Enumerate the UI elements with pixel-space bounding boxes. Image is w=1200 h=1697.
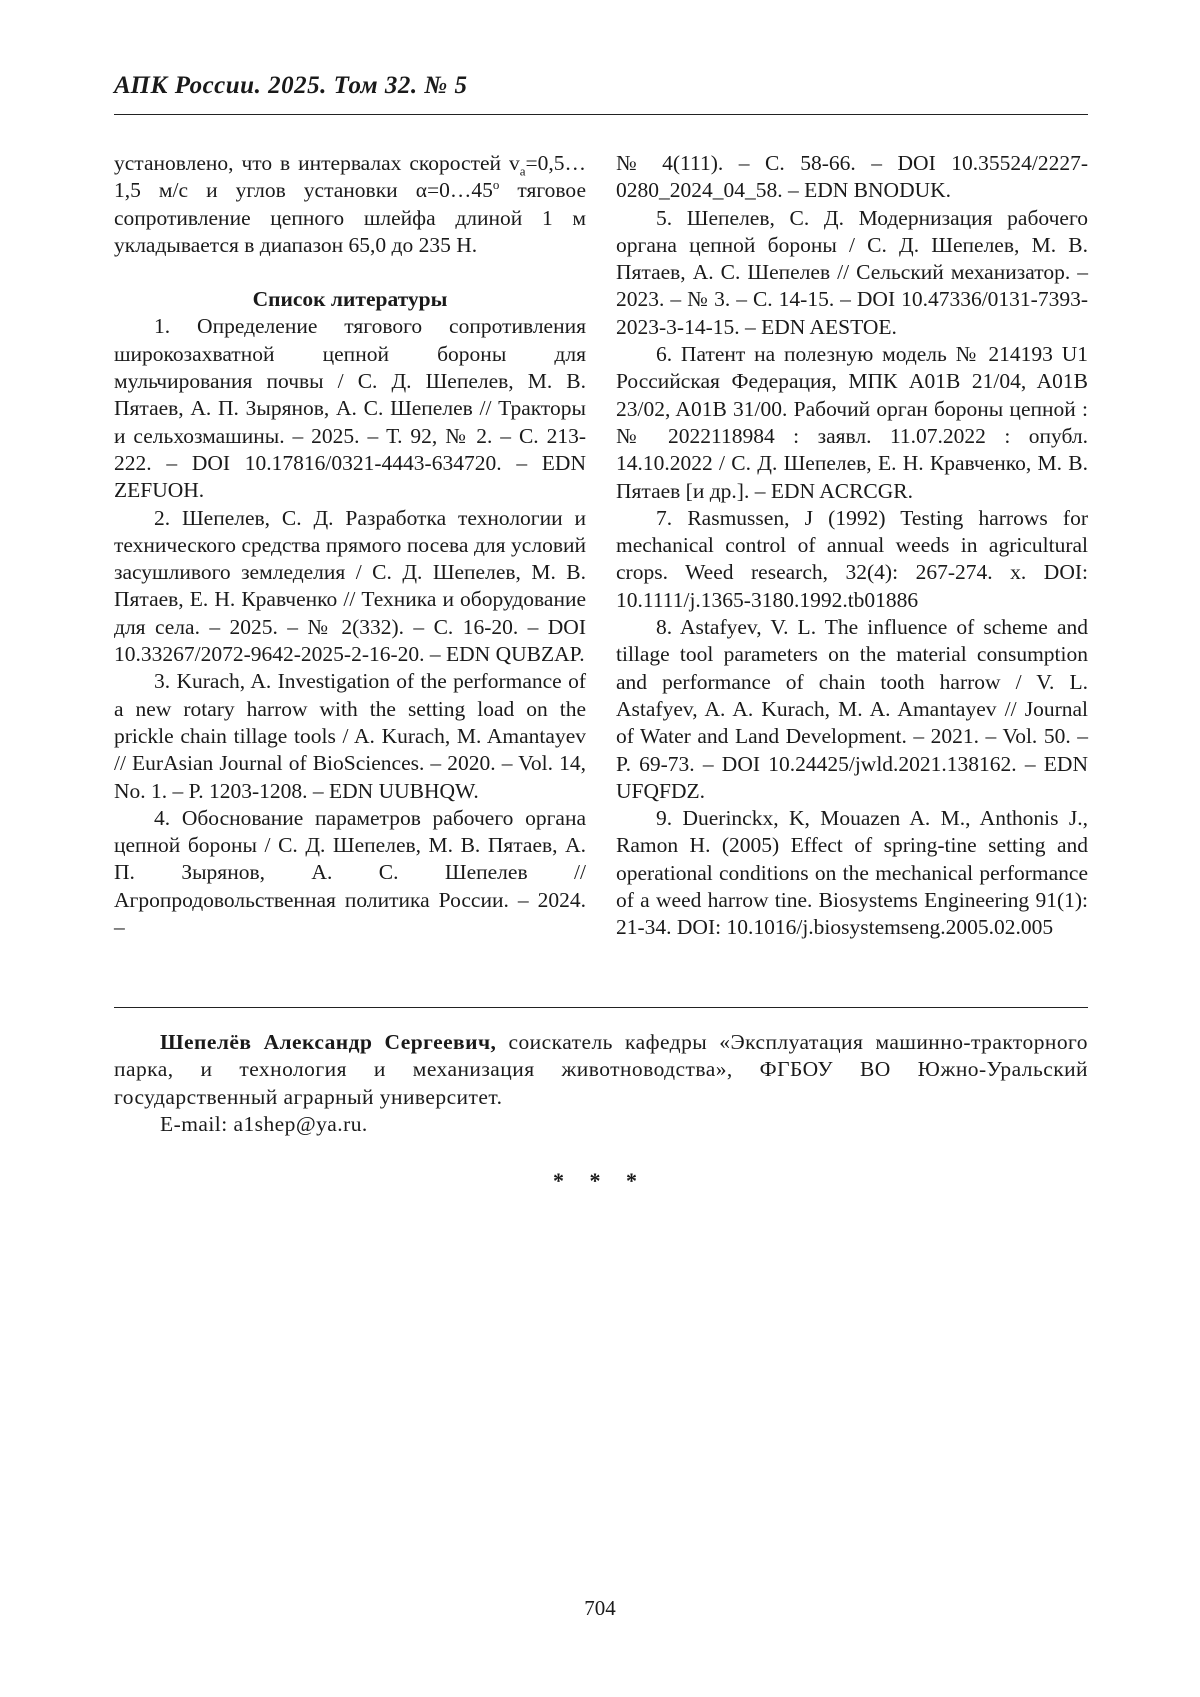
intro-text-2: =0,5…1,5 м/с и углов установки α=0…45 [114, 151, 586, 203]
intro-text-1: установлено, что в интервалах скоростей v [114, 151, 520, 175]
page-number: 704 [584, 1596, 616, 1620]
left-column [114, 150, 586, 941]
author-description: соискатель кафедры «Эксплуатация машинно-тракторного парка, и технология и механизация животноводства», ФГБОУ ВО Южно-Уральский государственный аграрный университет. [114, 1030, 1088, 1109]
reference-5: 5. Шепелев, С. Д. Модернизация рабочего органа цепной бороны / С. Д. Шепелев, М. В. Пятаев, А. С. Шепелев // Сельский механизатор. – 2023. – № 3. – С. 14-15. – DOI 10.47336/0131-7393-2023-3-14-15. – EDN AESTOE. [616, 205, 1088, 339]
velocity-subscript: a [519, 163, 526, 179]
author-bio-paragraph [114, 1029, 1088, 1111]
running-title: АПК России. 2025. Том 32. № 5 [114, 72, 468, 99]
reference-8: 8. Astafyev, V. L. The influence of scheme and tillage tool parameters on the material consumption and performance of chain tooth harrow / V. L. Astafyev, A. A. Kurach, M. A. Amantayev // Journal of Water and Land Development. – 2021. – Vol. 50. – P. 69-73. – DOI 10.24425/jwld.2021.138162. – EDN UFQFDZ. [616, 615, 1088, 803]
references-heading: Список литературы [252, 287, 448, 312]
reference-2: 2. Шепелев, С. Д. Разработка технологии и технического средства прямого посева для условий засушливого земледелия / С. Д. Шепелев, М. В. Пятаев, Е. Н. Кравченко // Техника и оборудование для села. – 2025. – № 2(332). – С. 16-20. – DOI 10.33267/2072-9642-2025-2-16-20. – EDN QUBZAP. [114, 505, 586, 667]
reference-3: 3. Kurach, A. Investigation of the performance of a new rotary harrow with the setting load on the prickle chain tillage tools / A. Kurach, M. Amantayev // EurAsian Journal of BioSciences. – 2020. – Vol. 14, No. 1. – P. 1203-1208. – EDN UUBHQW. [114, 669, 586, 803]
reference-6: 6. Патент на полезную модель № 214193 U1 Российская Федерация, МПК A01B 21/04, A01B 23/02, A01B 31/00. Рабочий орган бороны цепной : № 2022118984 : заявл. 11.07.2022 : опубл. 14.10.2022 / С. Д. Шепелев, Е. Н. Кравченко, М. В. Пятаев [и др.]. – EDN ACRCGR. [616, 342, 1088, 503]
reference-4-continued: № 4(111). – С. 58-66. – DOI 10.35524/2227-0280_2024_04_58. – EDN BNODUK. [616, 151, 1088, 203]
author-bio [114, 1029, 1088, 1138]
degree-superscript: o [492, 177, 500, 193]
intro-paragraph [114, 150, 586, 259]
asterism-divider: * * * [553, 1168, 647, 1193]
right-column [616, 150, 1088, 942]
author-email: E-mail: a1shep@ya.ru. [160, 1111, 368, 1136]
reference-7: 7. Rasmussen, J (1992) Testing harrows for mechanical control of annual weeds in agricultural crops. Weed research, 32(4): 267-274. x. DOI: 10.1111/j.1365-3180.1992.tb01886 [616, 505, 1088, 612]
reference-1: 1. Определение тягового сопротивления широкозахватной цепной бороны для мульчирования почвы / С. Д. Шепелев, М. В. Пятаев, А. П. Зырянов, А. С. Шепелев // Тракторы и сельхозмашины. – 2025. – Т. 92, № 2. – С. 213-222. – DOI 10.17816/0321-4443-634720. – EDN ZEFUOH. [114, 314, 586, 503]
reference-4: 4. Обоснование параметров рабочего органа цепной бороны / С. Д. Шепелев, М. В. Пятаев, А. П. Зырянов, А. С. Шепелев // Агропродовольственная политика России. – 2024. – [114, 805, 586, 940]
author-name: Шепелёв Александр Сергеевич, [160, 1030, 497, 1054]
footer-rule [114, 1007, 1088, 1008]
intro-text-3: тяговое сопротивление цепного шлейфа длиной 1 м укладывается в диапазон 65,0 до 235 Н. [114, 178, 586, 257]
header-rule [114, 114, 1088, 115]
reference-9: 9. Duerinckx, K, Mouazen A. M., Anthonis J., Ramon H. (2005) Effect of spring-tine setting and operational conditions on the mechanical performance of a weed harrow tine. Biosystems Engineering 91(1): 21-34. DOI: 10.1016/j.biosystemseng.2005.02.005 [616, 806, 1088, 940]
